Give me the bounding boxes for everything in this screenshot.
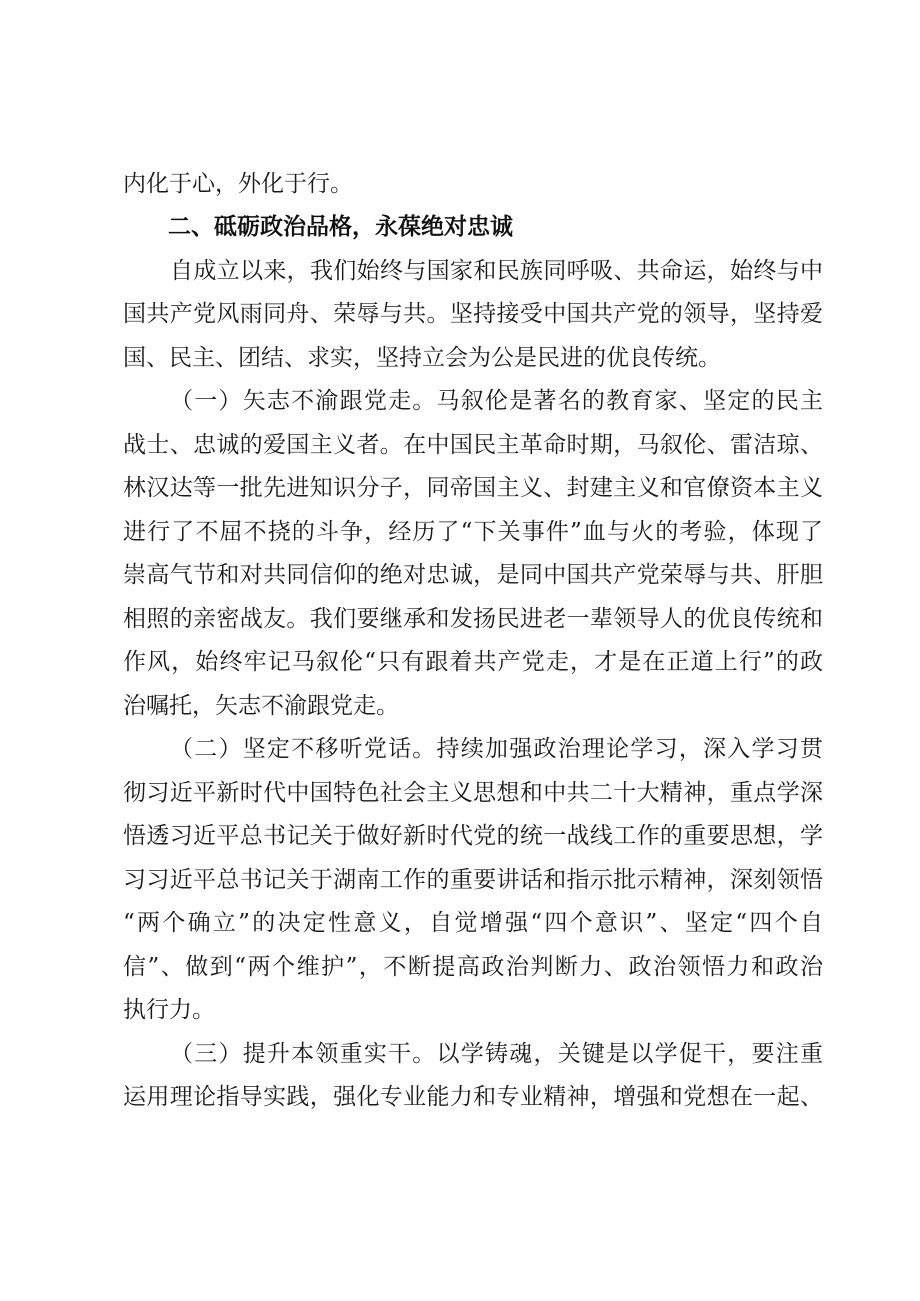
point-1-line-1: （一）矢志不渝跟党走。马叙伦是著名的教育家、坚定的民主 [170, 388, 823, 414]
point-1-line-5: 崇高气节和对共同信仰的绝对忠诚，是同中国共产党荣辱与共、肝胆 [123, 562, 823, 588]
intro-line-1: 自成立以来，我们始终与国家和民族同呼吸、共命运，始终与中 [170, 258, 823, 284]
paragraph-continuation: 内化于心，外化于行。 [123, 171, 353, 197]
point-2-line-4: 习习近平总书记关于湖南工作的重要讲话和指示批示精神，深刻领悟 [123, 867, 823, 893]
point-2-line-2: 彻习近平新时代中国特色社会主义思想和中共二十大精神，重点学深 [123, 780, 823, 806]
point-2-line-6: 信”、做到“两个维护”，不断提高政治判断力、政治领悟力和政治 [123, 954, 823, 980]
point-1-line-8: 治嘱托，矢志不渝跟党走。 [123, 693, 399, 719]
point-1-line-2: 战士、忠诚的爱国主义者。在中国民主革命时期，马叙伦、雷洁琼、 [123, 432, 823, 458]
point-3-line-2: 运用理论指导实践，强化专业能力和专业精神，增强和党想在一起、 [123, 1084, 823, 1110]
point-1-line-7: 作风，始终牢记马叙伦“只有跟着共产党走，才是在正道上行”的政 [123, 649, 823, 675]
point-1-line-6: 相照的亲密战友。我们要继承和发扬民进老一辈领导人的优良传统和 [123, 606, 823, 632]
point-3-line-1: （三）提升本领重实干。以学铸魂，关键是以学促干，要注重 [170, 1041, 823, 1067]
point-2-line-1: （二）坚定不移听党话。持续加强政治理论学习，深入学习贯 [170, 736, 823, 762]
point-2-line-3: 悟透习近平总书记关于做好新时代党的统一战线工作的重要思想，学 [123, 823, 823, 849]
point-2-line-5: “两个确立”的决定性意义，自觉增强“四个意识”、坚定“四个自 [123, 910, 823, 936]
point-2-line-7: 执行力。 [123, 997, 215, 1023]
intro-line-3: 国、民主、团结、求实，坚持立会为公是民进的优良传统。 [123, 345, 721, 371]
section-heading: 二、砥砺政治品格，永葆绝对忠诚 [168, 214, 513, 240]
intro-line-2: 国共产党风雨同舟、荣辱与共。坚持接受中国共产党的领导，坚持爱 [123, 301, 823, 327]
point-1-line-4: 进行了不屈不挠的斗争，经历了“下关事件”血与火的考验，体现了 [123, 519, 823, 545]
point-1-line-3: 林汉达等一批先进知识分子，同帝国主义、封建主义和官僚资本主义 [123, 475, 823, 501]
